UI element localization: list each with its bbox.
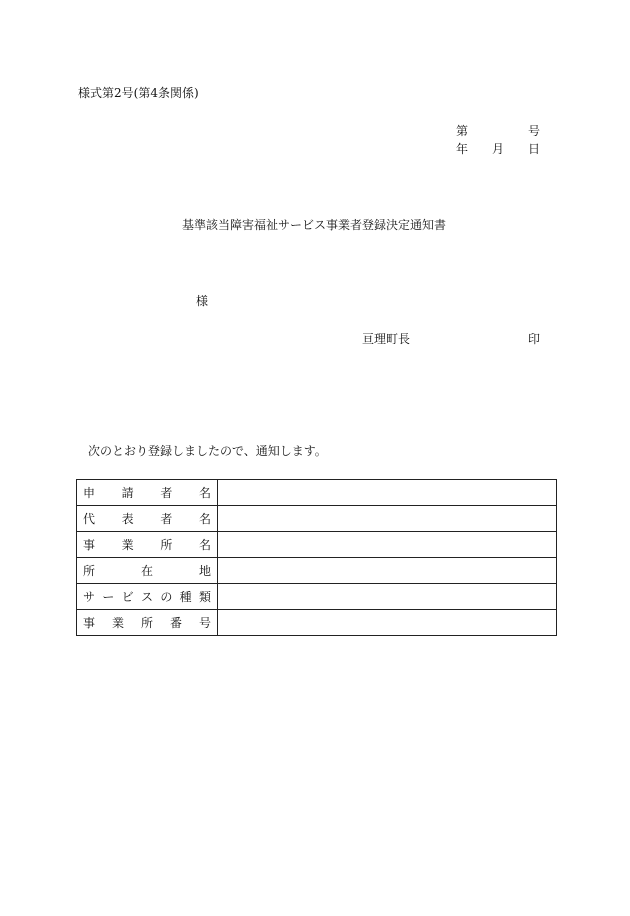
doc-number-prefix: 第 — [456, 124, 469, 138]
row-label: 事業所番号 — [83, 616, 211, 630]
issuer-name: 亘理町長 — [362, 332, 411, 346]
row-value-cell[interactable] — [218, 558, 557, 584]
date-day: 日 — [528, 142, 541, 156]
row-label-cell — [77, 558, 218, 584]
table-row — [77, 506, 557, 532]
table-row — [77, 532, 557, 558]
doc-number-suffix: 号 — [528, 124, 541, 138]
row-label: サービスの種類 — [83, 590, 211, 604]
registration-info-table — [76, 479, 557, 636]
row-label: 申請者名 — [83, 486, 211, 500]
seal-mark: 印 — [528, 332, 541, 346]
body-text: 次のとおり登録しましたので、通知します。 — [88, 444, 327, 458]
row-value-cell[interactable] — [218, 584, 557, 610]
table-row — [77, 584, 557, 610]
row-value-cell[interactable] — [218, 506, 557, 532]
document-title: 基準該当障害福祉サービス事業者登録決定通知書 — [182, 218, 447, 232]
row-label-cell — [77, 610, 218, 636]
date-year: 年 — [456, 142, 469, 156]
row-value-cell[interactable] — [218, 480, 557, 506]
row-label: 代表者名 — [83, 512, 211, 526]
table-row — [77, 558, 557, 584]
row-label-cell — [77, 584, 218, 610]
row-label-cell — [77, 506, 218, 532]
row-label-cell — [77, 532, 218, 558]
table-row — [77, 480, 557, 506]
recipient-honorific: 様 — [196, 294, 209, 308]
row-label-cell — [77, 480, 218, 506]
row-value-cell[interactable] — [218, 610, 557, 636]
table-row — [77, 610, 557, 636]
row-label: 所在地 — [83, 564, 211, 578]
row-value-cell[interactable] — [218, 532, 557, 558]
form-number: 様式第2号(第4条関係) — [78, 86, 199, 100]
row-label: 事業所名 — [83, 538, 211, 552]
date-month: 月 — [492, 142, 505, 156]
